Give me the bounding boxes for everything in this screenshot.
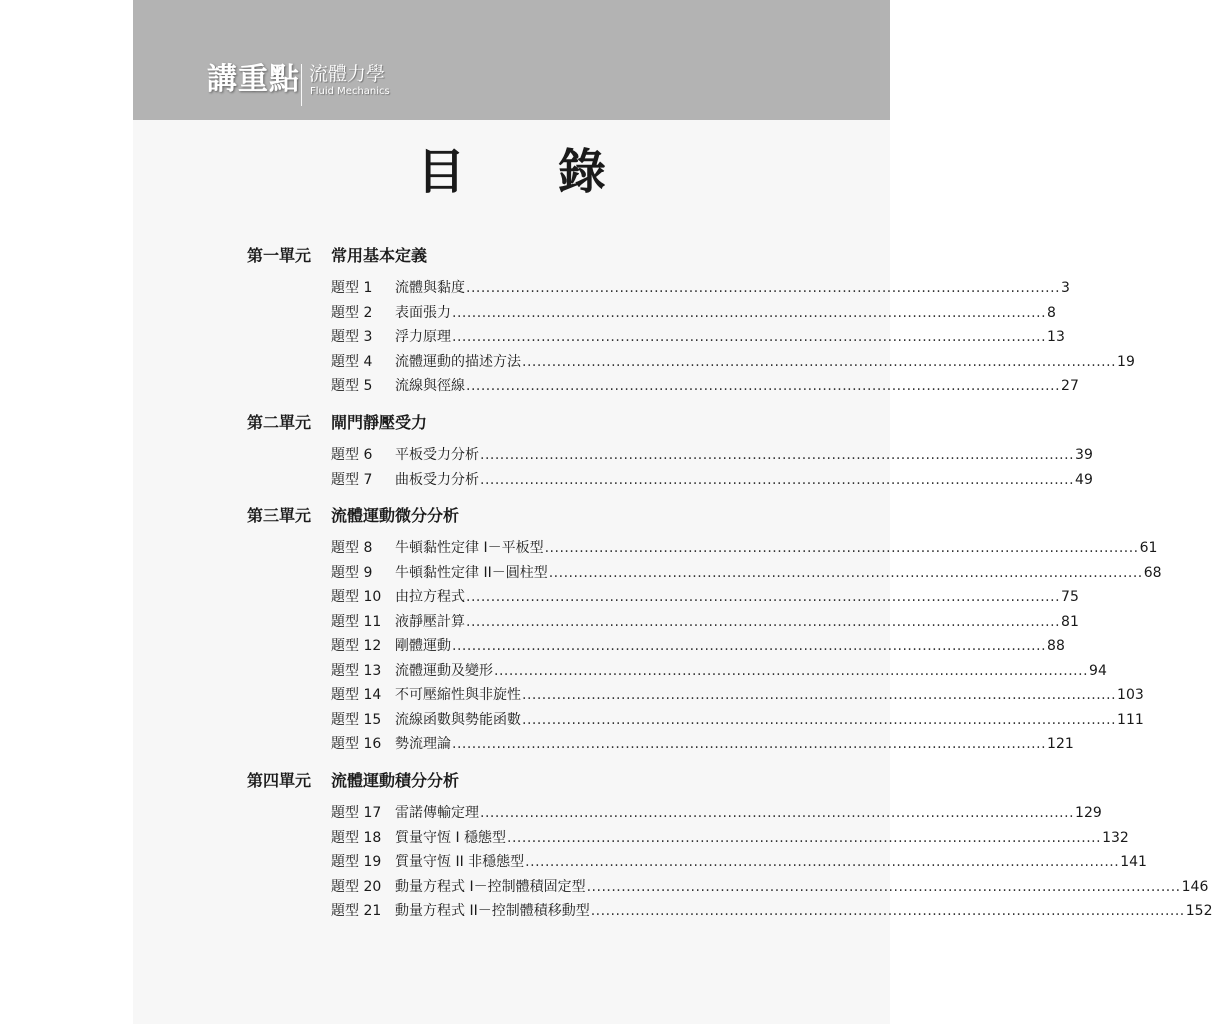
unit-heading (247, 411, 427, 435)
dot-leader: ........................................................................................................................ (452, 329, 1047, 345)
dot-leader: ........................................................................................................................ (522, 353, 1117, 370)
toc-entry[interactable] (331, 827, 1129, 849)
book-page (133, 0, 1212, 1024)
toc-entry[interactable] (331, 586, 1079, 608)
unit-heading (247, 244, 427, 268)
entry-type-number: 題型 4 (331, 353, 373, 370)
entry-page-number: 103 (1117, 687, 1144, 703)
unit-name: 常用基本定義 (331, 246, 428, 265)
toc-entry[interactable] (331, 326, 1065, 348)
dot-leader: ........................................................................................................................ (480, 471, 1075, 488)
toc-entry[interactable] (331, 351, 1135, 373)
dot-leader: ........................................................................................................................ (586, 878, 1181, 895)
dot-leader: ........................................................................................................................ (466, 613, 1061, 630)
toc-entry[interactable] (331, 900, 1212, 922)
unit-number: 第四單元 (247, 771, 312, 790)
entry-type-number: 題型 12 (331, 638, 382, 654)
dot-leader: ........................................................................................................................ (466, 589, 1061, 605)
entry-title: 質量守恆 II 非穩態型 (395, 854, 525, 870)
entry-title: 由拉方程式 (395, 589, 465, 605)
brand-logo-text: 講重點 (207, 62, 300, 97)
dot-leader: ........................................................................................................................ (590, 903, 1185, 919)
toc-entry[interactable] (331, 851, 1147, 873)
entry-type-number: 題型 1 (331, 280, 373, 296)
dot-leader: ........................................................................................................................ (522, 687, 1117, 703)
entry-title: 流體運動的描述方法 (395, 353, 521, 370)
toc-entry[interactable] (331, 469, 1093, 491)
entry-page-number: 19 (1117, 353, 1135, 370)
dot-leader: ........................................................................................................................ (480, 805, 1075, 821)
entry-title: 表面張力 (395, 304, 451, 321)
entry-type-number: 題型 2 (331, 304, 373, 321)
dot-leader: ........................................................................................................................ (522, 711, 1117, 728)
unit-name: 流體運動積分分析 (331, 771, 460, 790)
entry-type-number: 題型 6 (331, 447, 373, 463)
entry-title: 流線與徑線 (395, 378, 465, 394)
entry-type-number: 題型 21 (331, 903, 382, 919)
unit-heading (247, 504, 459, 528)
book-subject: 流體力學 (309, 63, 386, 85)
entry-type-number: 題型 14 (331, 687, 382, 703)
page-title: 目 錄 (417, 144, 644, 200)
entry-page-number: 121 (1047, 736, 1074, 752)
toc-entry[interactable] (331, 709, 1144, 731)
dot-leader: ........................................................................................................................ (480, 447, 1075, 463)
entry-type-number: 題型 19 (331, 854, 382, 870)
entry-type-number: 題型 16 (331, 736, 382, 752)
unit-heading (247, 769, 459, 793)
dot-leader: ........................................................................................................................ (466, 378, 1061, 394)
entry-title: 剛體運動 (395, 638, 451, 654)
entry-page-number: 13 (1047, 329, 1065, 345)
dot-leader: ........................................................................................................................ (548, 564, 1143, 581)
toc-entry[interactable] (331, 876, 1209, 898)
entry-type-number: 題型 7 (331, 471, 373, 488)
entry-title: 牛頓黏性定律 II－圓柱型 (395, 564, 548, 581)
entry-title: 牛頓黏性定律 I－平板型 (395, 540, 544, 556)
entry-page-number: 68 (1143, 564, 1162, 581)
entry-title: 動量方程式 I－控制體積固定型 (395, 878, 586, 895)
entry-page-number: 39 (1075, 447, 1093, 463)
toc-entry[interactable] (331, 802, 1102, 824)
toc-entry[interactable] (331, 635, 1065, 657)
dot-leader: ........................................................................................................................ (466, 280, 1061, 296)
entry-title: 勢流理論 (395, 736, 451, 752)
entry-type-number: 題型 5 (331, 378, 373, 394)
toc-entry[interactable] (331, 684, 1144, 706)
entry-page-number: 8 (1047, 304, 1056, 321)
entry-title: 質量守恆 I 穩態型 (395, 829, 507, 846)
entry-title: 平板受力分析 (395, 447, 479, 463)
dot-leader: ........................................................................................................................ (544, 540, 1139, 556)
toc-entry[interactable] (331, 444, 1093, 466)
entry-page-number: 146 (1181, 878, 1209, 895)
entry-page-number: 3 (1061, 280, 1070, 296)
entry-title: 流體與黏度 (395, 280, 465, 296)
entry-title: 不可壓縮性與非旋性 (395, 687, 521, 703)
entry-type-number: 題型 10 (331, 589, 382, 605)
brand-divider (301, 64, 302, 106)
entry-title: 浮力原理 (395, 329, 451, 345)
book-subject-english: Fluid Mechanics (310, 86, 390, 97)
entry-page-number: 49 (1075, 471, 1093, 488)
toc-entry[interactable] (331, 660, 1107, 682)
entry-type-number: 題型 11 (331, 613, 382, 630)
toc-entry[interactable] (331, 302, 1056, 324)
unit-number: 第三單元 (247, 506, 312, 525)
entry-type-number: 題型 9 (331, 564, 373, 581)
dot-leader: ........................................................................................................................ (494, 662, 1089, 679)
page-header (133, 0, 890, 120)
entry-title: 液靜壓計算 (395, 613, 465, 630)
entry-type-number: 題型 3 (331, 329, 373, 345)
toc-entry[interactable] (331, 537, 1158, 559)
entry-type-number: 題型 20 (331, 878, 382, 895)
unit-name: 閘門靜壓受力 (331, 413, 428, 432)
toc-entry[interactable] (331, 733, 1074, 755)
entry-title: 流體運動及變形 (395, 662, 493, 679)
unit-number: 第一單元 (247, 246, 312, 265)
entry-page-number: 81 (1061, 613, 1079, 630)
unit-number: 第二單元 (247, 413, 312, 432)
toc-entry[interactable] (331, 277, 1070, 299)
dot-leader: ........................................................................................................................ (507, 829, 1102, 846)
toc-entry[interactable] (331, 611, 1079, 633)
entry-type-number: 題型 18 (331, 829, 382, 846)
entry-page-number: 75 (1061, 589, 1079, 605)
entry-page-number: 152 (1185, 903, 1212, 919)
entry-page-number: 129 (1075, 805, 1102, 821)
dot-leader: ........................................................................................................................ (452, 736, 1047, 752)
toc-entry[interactable] (331, 375, 1079, 397)
toc-entry[interactable] (331, 562, 1162, 584)
entry-page-number: 141 (1120, 854, 1147, 870)
dot-leader: ........................................................................................................................ (525, 854, 1120, 870)
entry-type-number: 題型 17 (331, 805, 382, 821)
entry-title: 動量方程式 II－控制體積移動型 (395, 903, 590, 919)
entry-title: 曲板受力分析 (395, 471, 479, 488)
entry-page-number: 88 (1047, 638, 1065, 654)
entry-page-number: 94 (1089, 662, 1107, 679)
dot-leader: ........................................................................................................................ (452, 638, 1047, 654)
unit-name: 流體運動微分分析 (331, 506, 460, 525)
entry-type-number: 題型 13 (331, 662, 382, 679)
entry-page-number: 132 (1102, 829, 1129, 846)
entry-page-number: 27 (1061, 378, 1079, 394)
entry-page-number: 61 (1139, 540, 1158, 556)
entry-type-number: 題型 15 (331, 711, 382, 728)
entry-title: 雷諾傳輸定理 (395, 805, 479, 821)
entry-title: 流線函數與勢能函數 (395, 711, 521, 728)
entry-page-number: 111 (1117, 711, 1144, 728)
dot-leader: ........................................................................................................................ (452, 304, 1047, 321)
entry-type-number: 題型 8 (331, 540, 373, 556)
